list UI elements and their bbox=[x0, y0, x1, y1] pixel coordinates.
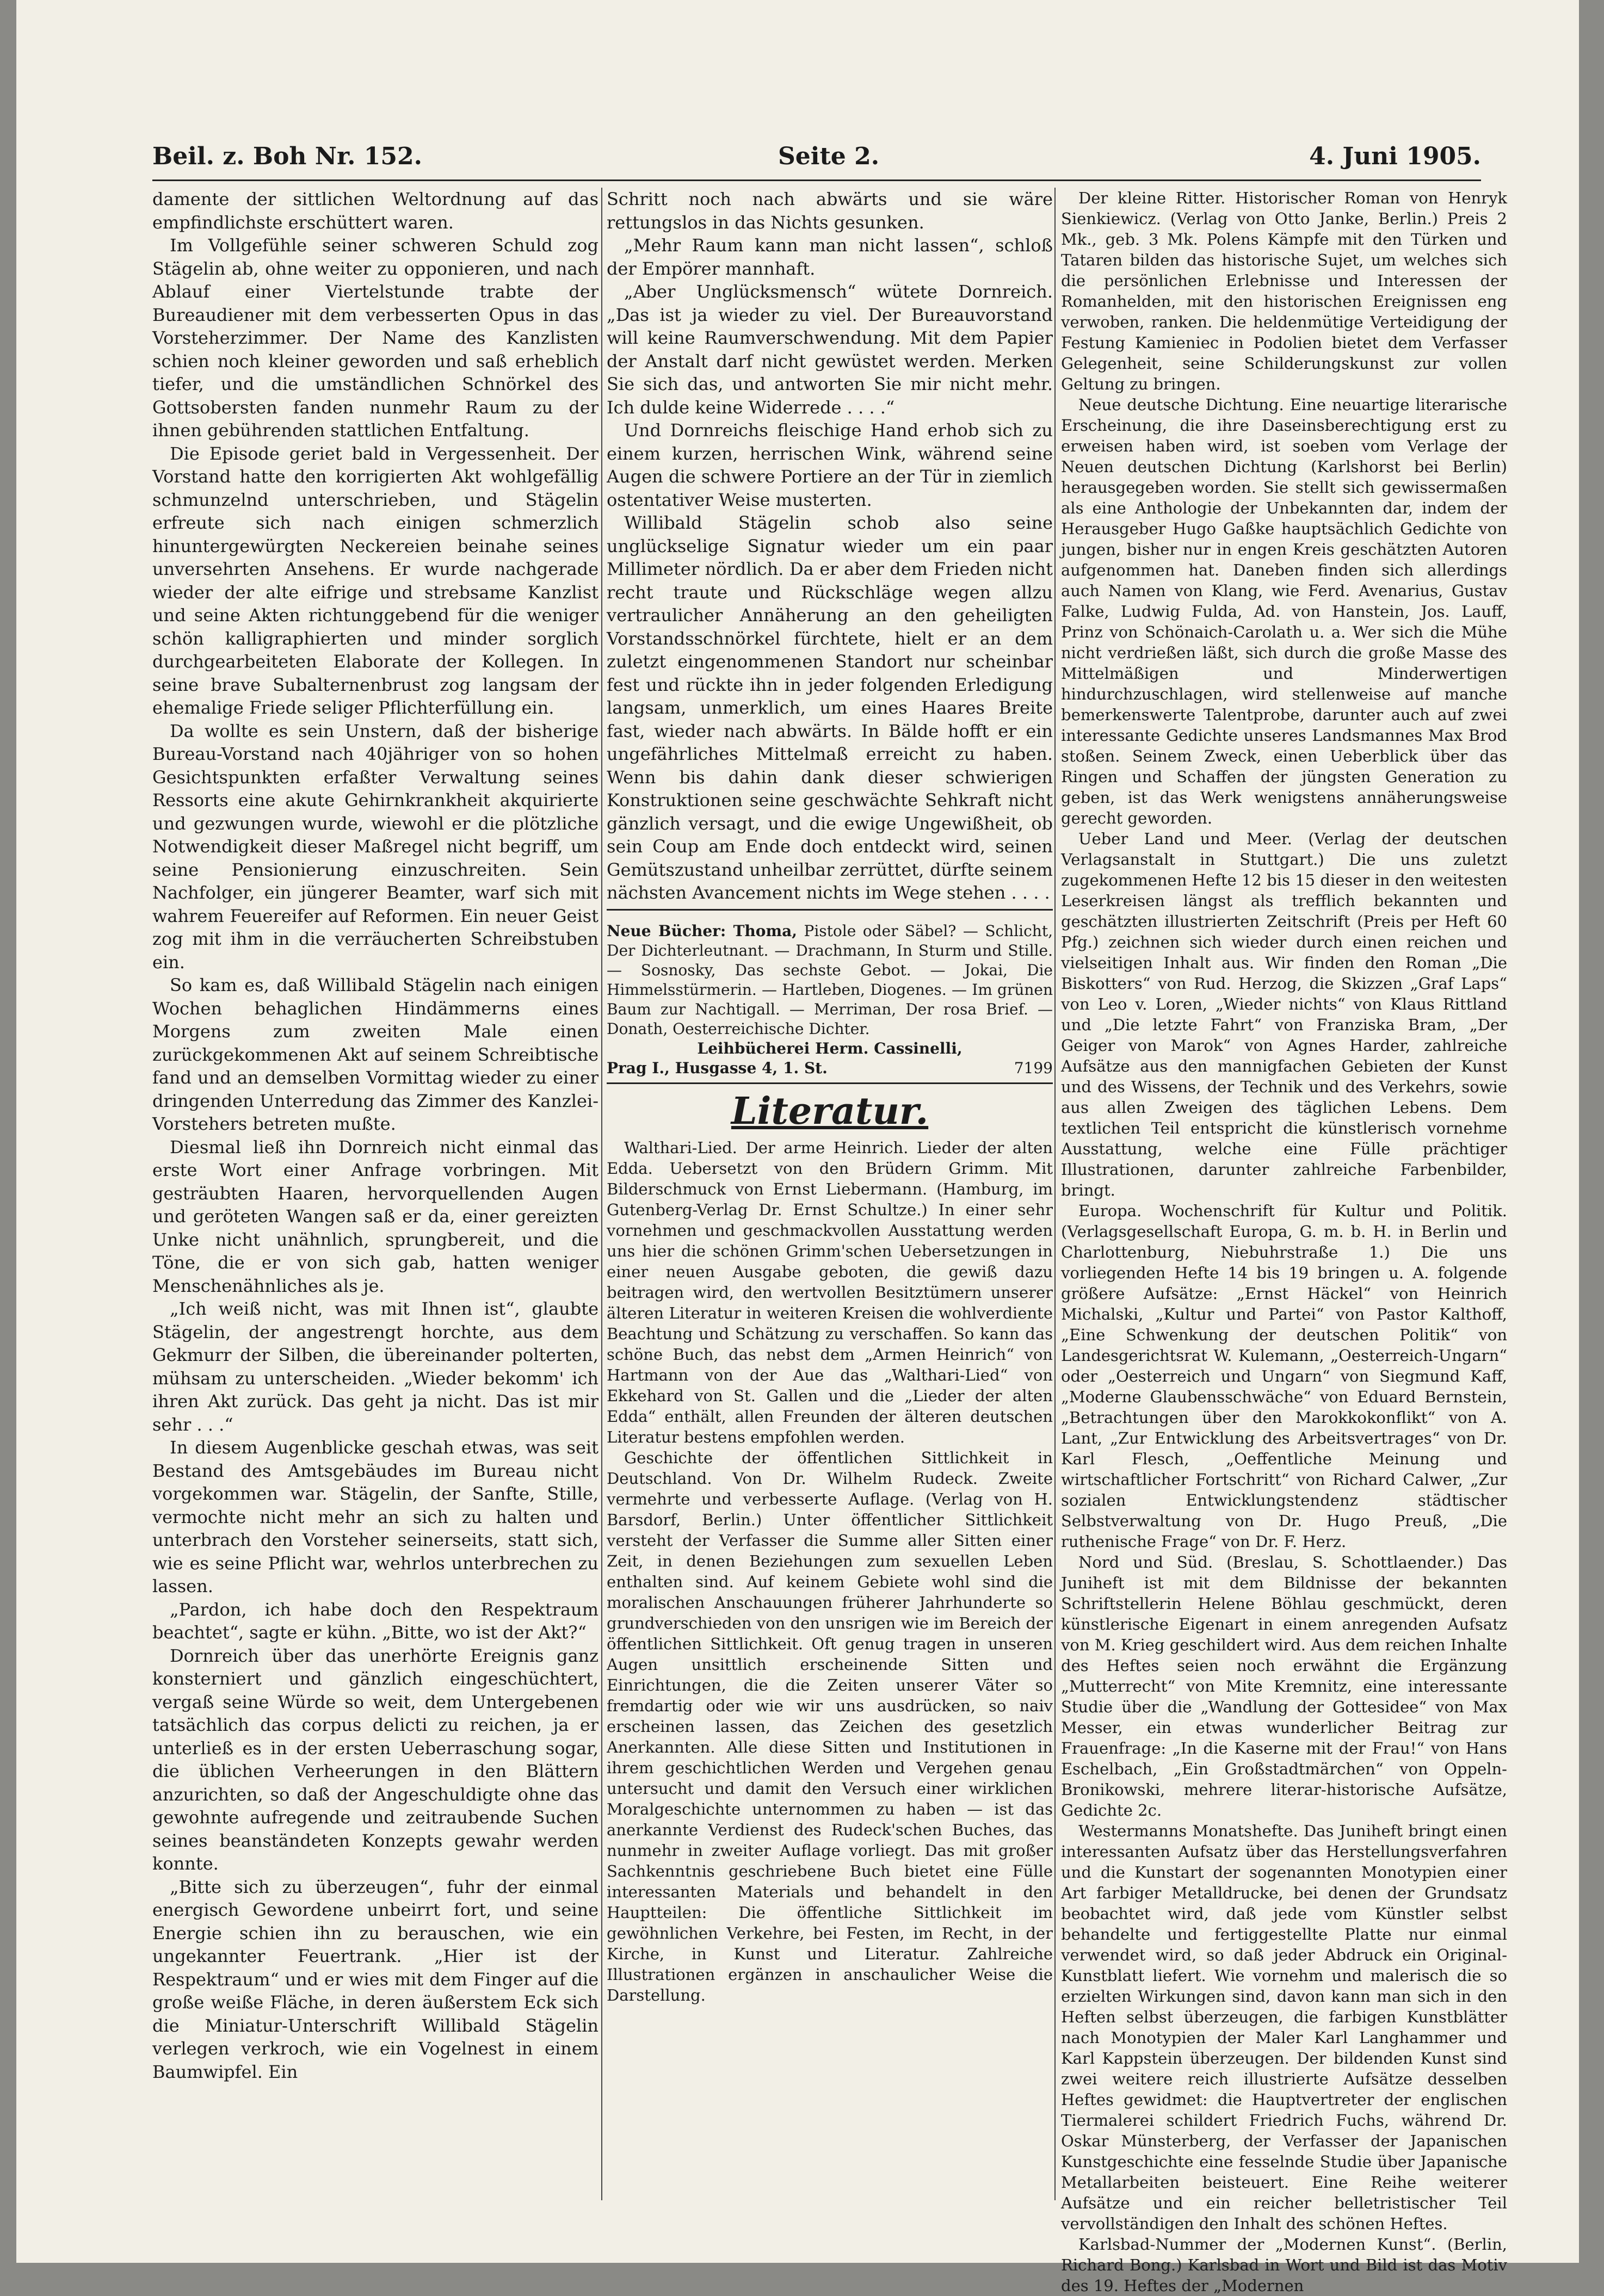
paragraph: „Mehr Raum kann man nicht lassen“, schloß der Empörer mannhaft. bbox=[607, 235, 1053, 279]
paragraph: Dornreich über das unerhörte Ereignis ganz konsterniert und gänzlich eingeschüchtert, vergaß seine Würde so weit, dem Untergebenen tatsächlich das corpus delicti zu reichen, ja er unterließ es in der ersten Ueberraschung sogar, die üblichen Verheerungen in den Blättern anzurichten, so daß der Angeschuldigte ohne das gewohnte aufregende und zeitraubende Suchen seines beanständeten Konzepts gewahr werden konnte. bbox=[152, 1645, 599, 1874]
page-header bbox=[152, 143, 1481, 181]
column-3 bbox=[1061, 188, 1507, 2295]
section-title-literatur: Literatur. bbox=[731, 1089, 929, 1133]
paragraph: Diesmal ließ ihn Dornreich nicht einmal das erste Wort einer Anfrage vorbringen. Mit gesträubten Haaren, hervorquellenden Augen und geröteten Wangen saß er da, einer gereizten Unke nicht unähnlich, sprungbereit, und die Töne, die er von sich gab, hatten weniger Menschenähnliches als je. bbox=[152, 1136, 599, 1296]
review-paragraph: Geschichte der öffentlichen Sittlichkeit in Deutschland. Von Dr. Wilhelm Rudeck. Zweite vermehrte und verbesserte Auflage. (Verlag von H. Barsdorf, Berlin.) Unter öffentlicher Sittlichkeit versteht der Verfasser die Summe aller Sitten einer Zeit, in denen Beziehungen zum sexuellen Leben enthalten sind. Auf keinem Gebiete wohl sind die moralischen Anschauungen früherer Jahrhunderte so grundverschieden von den unsrigen wie im Bereich der öffentlichen Sittlichkeit. Oft genug tragen in unseren Augen unsittlich erscheinende Sitten und Einrichtungen, die die Zeiten unserer Väter so fremdartig oder wie wir uns ausdrücken, so naiv erscheinen lassen, das Zeichen des gesetzlich Anerkannten. Alle diese Sitten und Institutionen in ihrem geschichtlichen Werden und Vergehen genau untersucht und damit den Versuch einer wirklichen Moralgeschichte unternommen zu haben — ist das anerkannte Verdienst des Rudeck'schen Buches, das nunmehr in zweiter Auflage vorliegt. Das mit großer Sachkenntnis geschriebene Buch bietet eine Fülle interessanten Materials und behandelt in den Hauptteilen: Die öffentliche Sittlichkeit im gewöhnlichen Verkehre, bei Festen, im Recht, in der Kirche, in Kunst und Literatur. Zahlreiche Illustrationen ergänzen in anschaulicher Weise die Darstellung. bbox=[607, 1448, 1053, 2004]
review-paragraph: Nord und Süd. (Breslau, S. Schottlaender.) Das Juniheft ist mit dem Bildnisse der bekannten Schriftstellerin Helene Böhlau geschmückt, deren künstlerische Eigenart in einem anregenden Aufsatz von M. Krieg geschildert wird. Aus dem reichen Inhalte des Heftes seien noch erwähnt die Ergänzung „Mutterrecht“ von Mite Kremnitz, eine interessante Studie über die „Wandlung der Gottesidee“ von Max Messer, ein etwas wunderlicher Beitrag zur Frauenfrage: „In die Kaserne mit der Frau!“ von Hans Eschelbach, „Ein Großstadtmärchen“ von Oppeln-Bronikowski, mehrere literar-historische Aufsätze, Gedichte 2c. bbox=[1061, 1553, 1507, 1820]
ad-lead: Neue Bücher: Thoma, bbox=[607, 921, 797, 940]
column-2 bbox=[607, 188, 1053, 2211]
newspaper-page bbox=[16, 0, 1579, 2295]
review-paragraph: Ueber Land und Meer. (Verlag der deutschen Verlagsanstalt in Stuttgart.) Die uns zuletzt zugekommenen Hefte 12 bis 15 dieser in den weitesten Leserkreisen längst als trefflich bekannten und geschätzten illustrierten Zeitschrift (Preis per Heft 60 Pfg.) zeichnen sich wieder durch einen reichen und vielseitigen Inhalt aus. Wir finden den Roman „Die Biskotters“ von Rud. Herzog, die Skizzen „Graf Laps“ von Leo v. Loren, „Wieder nichts“ von Klaus Rittland und „Die letzte Fahrt“ von Franziska Bram, „Der Geiger von Marok“ von Agnes Harder, zahlreiche Aufsätze aus den mannigfachen Gebieten der Kunst und des Wissens, der Technik und des Verkehrs, sowie aus allen Zweigen des täglichen Lebens. Dem textlichen Teil entspricht die künstlerisch vornehme Ausstattung, welche eine Fülle prächtiger Illustrationen, darunter zahlreiche Farbenbilder, bringt. bbox=[1061, 830, 1507, 1199]
book-advertisement bbox=[607, 921, 1053, 1078]
review-paragraph: Walthari-Lied. Der arme Heinrich. Lieder der alten Edda. Uebersetzt von den Brüdern Grimm. Mit Bilderschmuck von Ernst Liebermann. (Hamburg, im Gutenberg-Verlag Dr. Ernst Schultze.) In einer sehr vornehmen und geschmackvollen Ausstattung werden uns hier die schönen Grimm'schen Uebersetzungen in einer neuen Ausgabe geboten, die gewiß dazu beitragen wird, den wertvollen Besitztümern unserer älteren Literatur in weiteren Kreisen die wohlverdiente Beachtung und Schätzung zu verschaffen. So kann das schöne Buch, das nebst dem „Armen Heinrich“ von Hartmann von der Aue das „Walthari-Lied“ von Ekkehard von St. Gallen und die „Lieder der alten Edda“ enthält, allen Freunden der älteren deutschen Literatur bestens empfohlen werden. bbox=[607, 1138, 1053, 1446]
review-paragraph: Europa. Wochenschrift für Kultur und Politik. (Verlagsgesellschaft Europa, G. m. b. H. in Berlin und Charlottenburg, Niebuhrstraße 1.) Die uns vorliegenden Hefte 14 bis 19 bringen u. A. folgende größere Aufsätze: „Ernst Häckel“ von Heinrich Michalski, „Kultur und Partei“ von Pastor Kalthoff, „Eine Schwenkung der deutschen Politik“ von Landesgerichtsrat W. Kulemann, „Oesterreich-Ungarn“ oder „Oesterreich und Ungarn“ von Siegmund Kaff, „Moderne Glaubensschwäche“ von Eduard Bernstein, „Betrachtungen über den Marokkokonflikt“ von A. Lant, „Zur Entwicklung des Arbeitsvertrages“ von Dr. Karl Flesch, „Oeffentliche Meinung und wirtschaftlicher Fortschritt“ von Richard Calwer, „Zur sozialen Entwicklungstendenz städtischer Selbstverwaltung von Dr. Hugo Preuß, „Die ruthenische Frage“ von Dr. F. Herz. bbox=[1061, 1202, 1507, 1551]
paragraph: „Bitte sich zu überzeugen“, fuhr der einmal energisch Gewordene unbeirrt fort, und seine Energie schien ihn zu berauschen, wie ein ungekannter Feuertrank. „Hier ist der Respektraum“ und er wies mit dem Finger auf die große weiße Fläche, in deren äußerstem Eck sich die Miniatur-Unterschrift Willibald Stägelin verlegen verkroch, wie ein Vogelnest in einem Baumwipfel. Ein bbox=[152, 1876, 599, 2082]
issue-date: 4. Juni 1905. bbox=[1309, 143, 1481, 170]
ad-address: Prag I., Husgasse 4, 1. St. bbox=[607, 1059, 828, 1077]
ad-firm: Leihbücherei Herm. Cassinelli, bbox=[697, 1039, 963, 1057]
review-paragraph: Westermanns Monatshefte. Das Juniheft bringt einen interessanten Aufsatz über das Herstellungsverfahren und die Kunstart der sogenannten Monotypien einer Art farbiger Metalldrucke, bei denen der Grundsatz beobachtet wird, daß jede vom Künstler selbst behandelte und fertiggestellte Platte nur einmal verwendet wird, so daß jeder Abdruck ein Original-Kunstblatt liefert. Wie vornehm und malerisch die so erzielten Wirkungen sind, davon kann man sich in den Heften selbst überzeugen, die farbigen Kunstblätter nach Monotypien der Maler Karl Langhammer und Karl Kappstein überzeugen. Der bildenden Kunst sind zwei weitere reich illustrierte Aufsätze desselben Heftes gewidmet: die Hauptvertreter der englischen Tiermalerei schildert Friedrich Fuchs, während Dr. Oskar Münsterberg, der Verfasser der Japanischen Kunstgeschichte eine fesselnde Studie über Japanische Metallarbeiten beisteuert. Eine Reihe weiterer Aufsätze und ein reicher belletristischer Teil vervollständigen den Inhalt des schönen Heftes. bbox=[1061, 1822, 1507, 2233]
page-number: Seite 2. bbox=[778, 143, 880, 170]
paragraph: damente der sittlichen Weltordnung auf das empfindlichste erschüttert waren. bbox=[152, 189, 599, 233]
paragraph: So kam es, daß Willibald Stägelin nach einigen Wochen behaglichen Hindämmerns eines Morgens zum zweiten Male einen zurückgekommenen Akt auf seinem Schreibtische fand und an demselben Vormittag wieder zu einer dringenden Unterredung das Zimmer des Kanzlei-Vorstehers betreten mußte. bbox=[152, 975, 599, 1134]
paragraph: Schritt noch nach abwärts und sie wäre rettungslos in das Nichts gesunken. bbox=[607, 189, 1053, 233]
column-divider bbox=[1054, 188, 1056, 2200]
review-paragraph: Der kleine Ritter. Historischer Roman von Henryk Sienkiewicz. (Verlag von Otto Janke, Berlin.) Preis 2 Mk., geb. 3 Mk. Polens Kämpfe mit den Türken und Tataren bilden das historische Sujet, um welches sich die persönlichen Erlebnisse und Interessen der Romanhelden, mit den historischen Ereignissen eng verwoben, ranken. Die heldenmütige Verteidigung der Festung Kamieniec in Podolien bietet dem Verfasser Gelegenheit, seine Schilderungskunst zur vollen Geltung zu bringen. bbox=[1061, 189, 1507, 393]
column-1 bbox=[152, 188, 599, 2211]
column-divider bbox=[601, 188, 602, 2200]
paragraph: „Aber Unglücksmensch“ wütete Dornreich. „Das ist ja wieder zu viel. Der Bureauvorstand will keine Raumverschwendung. Mit dem Papier der Anstalt darf nicht gewüstet werden. Merken Sie sich das, und antworten Sie mir nicht mehr. Ich dulde keine Widerrede . . . .“ bbox=[607, 281, 1053, 418]
paragraph: In diesem Augenblicke geschah etwas, was seit Bestand des Amtsgebäudes im Bureau nicht vorgekommen war. Stägelin, der Sanfte, Stille, vermochte nicht mehr an sich zu halten und unterbrach den Vorsteher seinerseits, statt sich, wie es seine Pflicht war, wehrlos unterbrechen zu lassen. bbox=[152, 1437, 599, 1596]
paragraph: Da wollte es sein Unstern, daß der bisherige Bureau-Vorstand nach 40jähriger von so hohen Gesichtspunkten erfaßter Verwaltung seines Ressorts eine akute Gehirnkrankheit akquirierte und gezwungen wurde, wiewohl er die plötzliche Notwendigkeit dieser Maßregel nicht begriff, um seine Pensionierung einzuschreiten. Sein Nachfolger, ein jüngerer Beamter, warf sich mit wahrem Feuereifer auf Reformen. Ein neuer Geist zog mit ihm in die verräucherten Schreibstuben ein. bbox=[152, 720, 599, 973]
paragraph: Willibald Stägelin schob also seine unglückselige Signatur wieder um ein paar Millimeter nördlich. Da er aber dem Frieden nicht recht traute und Rückschläge wegen allzu vertraulicher Annäherung an den geheiligten Vorstandsschnörkel fürchtete, hielt er an dem zuletzt eingenommenen Standort nur scheinbar fest und rückte ihn in jeder folgenden Erledigung langsam, unmerklich, um eines Haares Breite fast, wieder nach abwärts. In Bälde hofft er ein ungefährliches Mittelmaß erreicht zu haben. Wenn bis dahin dank dieser schwierigen Konstruktionen seine geschwächte Sehkraft nicht gänzlich versagt, und die ewige Ungewißheit, ob sein Coup am Ende doch entdeckt wird, seinen Gemütszustand unheilbar zerrüttet, dürfte seinem nächsten Avancement nichts im Wege stehen . . . . bbox=[607, 512, 1053, 903]
header-rule bbox=[152, 180, 1481, 181]
ad-rule bbox=[607, 1082, 1053, 1084]
review-paragraph: Karlsbad-Nummer der „Modernen Kunst“. (Berlin, Richard Bong.) Karlsbad in Wort und Bild ist das Motiv des 19. Heftes der „Modernen bbox=[1061, 2235, 1507, 2295]
ad-text: Pistole oder Säbel? — Schlicht, Der Dichterleutnant. — Drachmann, In Sturm und Stille. — Sosnosky, Das sechste Gebot. — Jokai, Die Himmelsstürmerin. — Hartleben, Diogenes. — Im grünen Baum zur Nachtigall. — Merriman, Der rosa Brief. — Donath, Oesterreichische Dichter. bbox=[607, 921, 1053, 1038]
paragraph: Und Dornreichs fleischige Hand erhob sich zu einem kurzen, herrischen Wink, während seine Augen die schwere Portiere an der Tür in ziemlich ostentativer Weise musterten. bbox=[607, 420, 1053, 510]
paragraph: „Ich weiß nicht, was mit Ihnen ist“, glaubte Stägelin, der angestrengt horchte, aus dem Gekmurr der Silben, die übereinander polterten, mühsam zu unterscheiden. „Wieder bekomm' ich ihren Akt zurück. Das geht ja nicht. Das ist mir sehr . . .“ bbox=[152, 1298, 599, 1435]
review-paragraph: Neue deutsche Dichtung. Eine neuartige literarische Erscheinung, die ihre Daseinsberechtigung erst zu erweisen haben wird, ist soeben vom Verlage der Neuen deutschen Dichtung (Karlshorst bei Berlin) herausgegeben worden. Sie stellt sich gewissermaßen als eine Anthologie der Unbekannten dar, indem der Herausgeber Hugo Gaßke hauptsächlich Gedichte von jungen, bisher nur in engen Kreis geschätzten Autoren aufgenommen hat. Daneben finden sich allerdings auch Namen von Klang, wie Ferd. Avenarius, Gustav Falke, Ludwig Fulda, Ad. von Hanstein, Jos. Lauff, Prinz von Schönaich-Carolath u. a. Wer sich die Mühe nicht verdrießen läßt, sich durch die große Masse des Mittelmäßigen und Minderwertigen hindurchzuschlagen, wird stellenweise auf manche bemerkenswerte Talentprobe, darunter auch auf zwei interessante Gedichte unseres Landsmannes Max Brod stoßen. Seinem Zweck, einen Ueberblick über das Ringen und Schaffen der jüngsten Generation zu geben, ist das Werk wenigstens annäherungsweise gerecht geworden. bbox=[1061, 395, 1507, 827]
paragraph: Im Vollgefühle seiner schweren Schuld zog Stägelin ab, ohne weiter zu opponieren, und nach Ablauf einer Viertelstunde trabte der Bureaudiener mit dem verbesserten Opus in das Vorsteherzimmer. Der Name des Kanzlisten schien noch kleiner geworden und saß erheblich tiefer, und die umständlichen Schnörkel des Gottsobersten fanden nunmehr Raum zu der ihnen gebührenden stattlichen Entfaltung. bbox=[152, 235, 599, 441]
issue-label: Beil. z. Boh Nr. 152. bbox=[152, 143, 422, 170]
ad-rule bbox=[607, 909, 1053, 911]
ad-number: 7199 bbox=[1014, 1059, 1053, 1077]
paragraph: Die Episode geriet bald in Vergessenheit. Der Vorstand hatte den korrigierten Akt wohlgefällig schmunzelnd unterschrieben, und Stägelin erfreute sich nach einigen schmerzlich hinuntergewürgten Neckereien beinahe seines unversehrten Ansehens. Er wurde nachgerade wieder der alte eifrige und strebsame Kanzlist und seine Akten richtunggebend für die weniger schön kalligraphierten und minder sorglich durchgearbeiteten Elaborate der Kollegen. In seine brave Subalternenbrust zog langsam der ehemalige Friede seliger Pflichterfüllung ein. bbox=[152, 443, 599, 718]
paragraph: „Pardon, ich habe doch den Respektraum beachtet“, sagte er kühn. „Bitte, wo ist der Akt?“ bbox=[152, 1599, 599, 1643]
